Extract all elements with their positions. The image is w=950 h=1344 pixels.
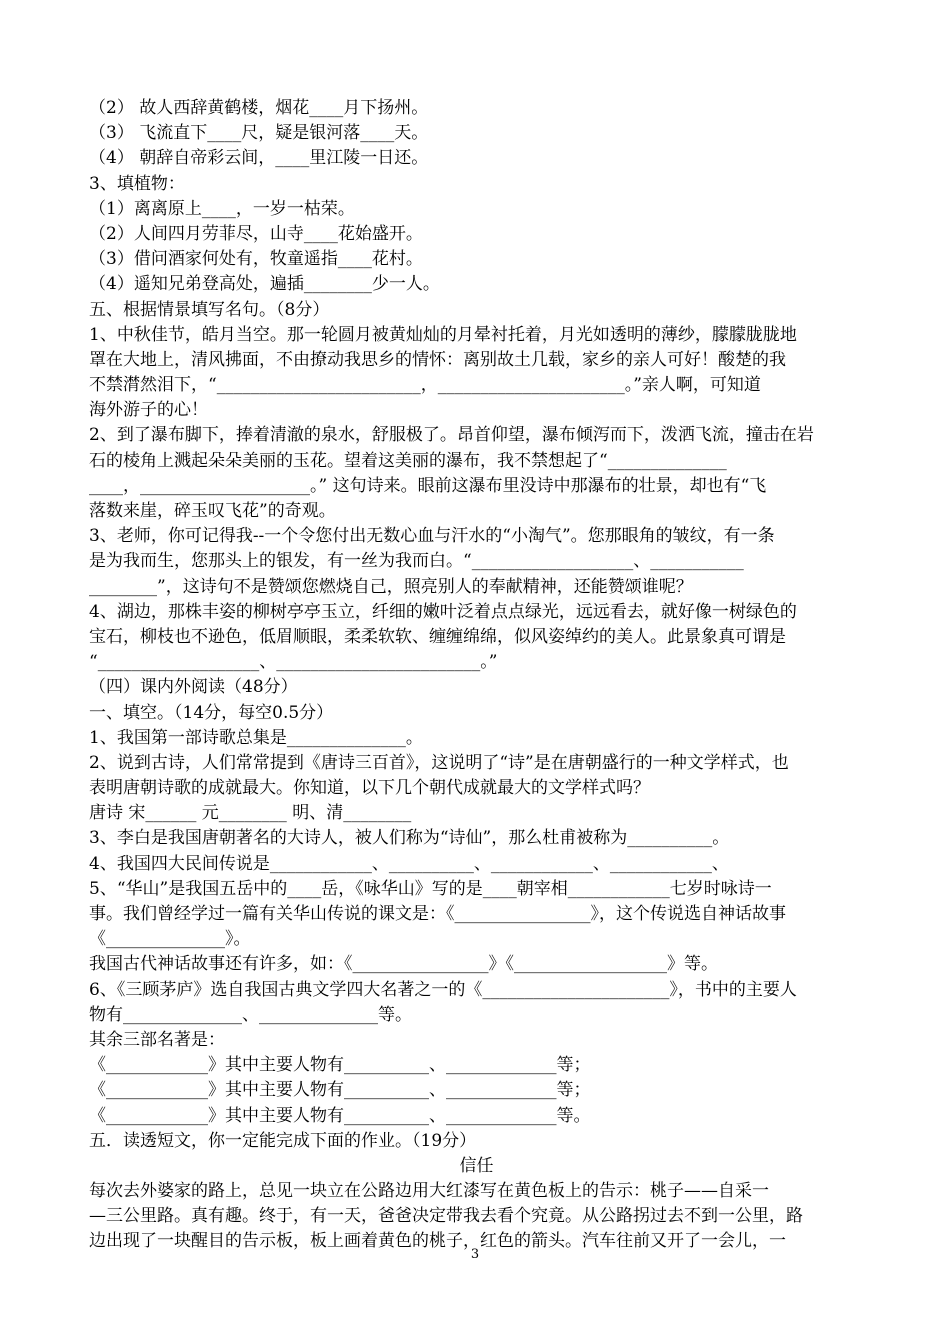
section-heading: 五．读透短文，你一定能完成下面的作业。（19分）: [89, 1130, 477, 1151]
page-content: [89, 96, 864, 1255]
section-heading: （四）课内外阅读（48分）: [89, 677, 298, 698]
text-line: （1）离离原上____，一岁一枯荣。: [89, 198, 355, 219]
text-line: 3、老师，你可记得我--一个令您付出无数心血与汗水的“小淘气”。您那眼角的皱纹，有一条: [89, 526, 775, 547]
story-line: 每次去外婆家的路上，总见一块立在公路边用大红漆写在黄色板上的告示：桃子——自采一: [89, 1181, 769, 1202]
text-line: 《____________》其中主要人物有__________、_____________等；: [89, 1080, 591, 1101]
text-line: （3） 飞流直下____尺，疑是银河落____天。: [89, 123, 429, 144]
text-line: （2）人间四月劳菲尽，山寺____花始盛开。: [89, 223, 423, 244]
text-line: 《____________》其中主要人物有__________、_____________等；: [89, 1055, 591, 1076]
text-line: 4、湖边，那株丰姿的柳树亭亭玉立，纤细的嫩叶泛着点点绿光，远远看去，就好像一树绿色的: [89, 601, 797, 622]
text-line: 2、到了瀑布脚下，捧着清澈的泉水，舒服极了。昂首仰望，瀑布倾泻而下，泼洒飞流，撞击在岩: [89, 425, 814, 446]
page-number: 3: [470, 1247, 480, 1262]
section-heading: 五、根据情景填写名句。（8分）: [89, 299, 330, 320]
text-line: （4） 朝辞自帝彩云间，____里江陵一日还。: [89, 148, 429, 169]
text-line: （2） 故人西辞黄鹤楼，烟花____月下扬州。: [89, 98, 429, 118]
section-heading: 3、填植物：: [89, 173, 185, 194]
text-line: 落数来崖，碎玉叹飞花”的奇观。: [89, 501, 336, 521]
text-line: 事。我们曾经学过一篇有关华山传说的课文是：《________________》，这个传说选自神话故事: [89, 904, 786, 924]
text-line: 1、中秋佳节，皓月当空。那一轮圆月被黄灿灿的月晕衬托着，月光如透明的薄纱，朦朦胧胧地: [89, 324, 797, 345]
text-line: 6、《三顾茅庐》选自我国古典文学四大名著之一的《______________________》，书中的主要人: [89, 979, 797, 1000]
story-line: 边出现了一块醒目的告示板，板上画着黄色的桃子，红色的箭头。汽车往前又开了一会儿，一: [89, 1231, 786, 1252]
text-line: 是为我而生，您那头上的银发，有一丝为我而白。“___________________、___________: [89, 551, 744, 572]
text-line: 宝石，柳枝也不逊色，低眉顺眼，柔柔软软、缠缠绵绵，似风姿绰约的美人。此景象真可谓是: [89, 626, 786, 647]
text-line: 4、我国四大民间传说是____________、__________、____________、____________、: [89, 853, 729, 874]
text-line: ____，____________________。” 这句诗来。眼前这瀑布里没诗中那瀑布的壮景，却也有“飞: [89, 475, 767, 496]
text-line: 5、“华山”是我国五岳中的____岳，《咏华山》写的是____朝宰相____________七岁时咏诗一: [89, 878, 772, 899]
text-line: 物有______________、______________等。: [89, 1004, 412, 1025]
text-line: 我国古代神话故事还有许多，如：《________________》《__________________》等。: [89, 954, 718, 975]
text-line: 海外游子的心！: [89, 400, 208, 421]
text-line: 石的棱角上溅起朵朵美丽的玉花。望着这美丽的瀑布，我不禁想起了“______________: [89, 450, 727, 471]
text-line: （4）遥知兄弟登高处，遍插________少一人。: [89, 274, 440, 295]
text-line: 《______________》。: [89, 929, 251, 950]
text-line: 《____________》其中主要人物有__________、_____________等。: [89, 1105, 591, 1126]
text-line: 罩在大地上，清风拂面，不由撩动我思乡的情怀：离别故土几载，家乡的亲人可好！酸楚的我: [89, 349, 786, 370]
text-line: 3、李白是我国唐朝著名的大诗人，被人们称为“诗仙”，那么杜甫被称为__________。: [89, 828, 730, 849]
text-line: 唐诗 宋______ 元________ 明、清________: [89, 803, 412, 824]
section-heading: 一、填空。（14分，每空0.5分）: [89, 702, 334, 723]
story-title: 信任: [459, 1155, 494, 1176]
text-line: （3）借问酒家何处有，牧童遥指____花村。: [89, 249, 423, 270]
text-line: 1、我国第一部诗歌总集是______________。: [89, 727, 423, 748]
text-line: ________”，这诗句不是赞颂您燃烧自己，照亮别人的奉献精神，还能赞颂谁呢？: [89, 576, 693, 597]
text-line: “___________________、________________________。”: [89, 652, 498, 673]
text-line: 2、说到古诗，人们常常提到《唐诗三百首》，这说明了“诗”是在唐朝盛行的一种文学样式，也: [89, 752, 789, 773]
text-line: 不禁潸然泪下，“________________________，______________________。”亲人啊，可知道: [89, 375, 761, 396]
text-line: 表明唐朝诗歌的成就最大。你知道，以下几个朝代成就最大的文学样式吗？: [89, 778, 650, 799]
story-line: —三公里路。真有趣。终于，有一天，爸爸决定带我去看个究竟。从公路拐过去不到一公里，路: [89, 1206, 803, 1227]
text-line: 其余三部名著是：: [89, 1029, 225, 1050]
